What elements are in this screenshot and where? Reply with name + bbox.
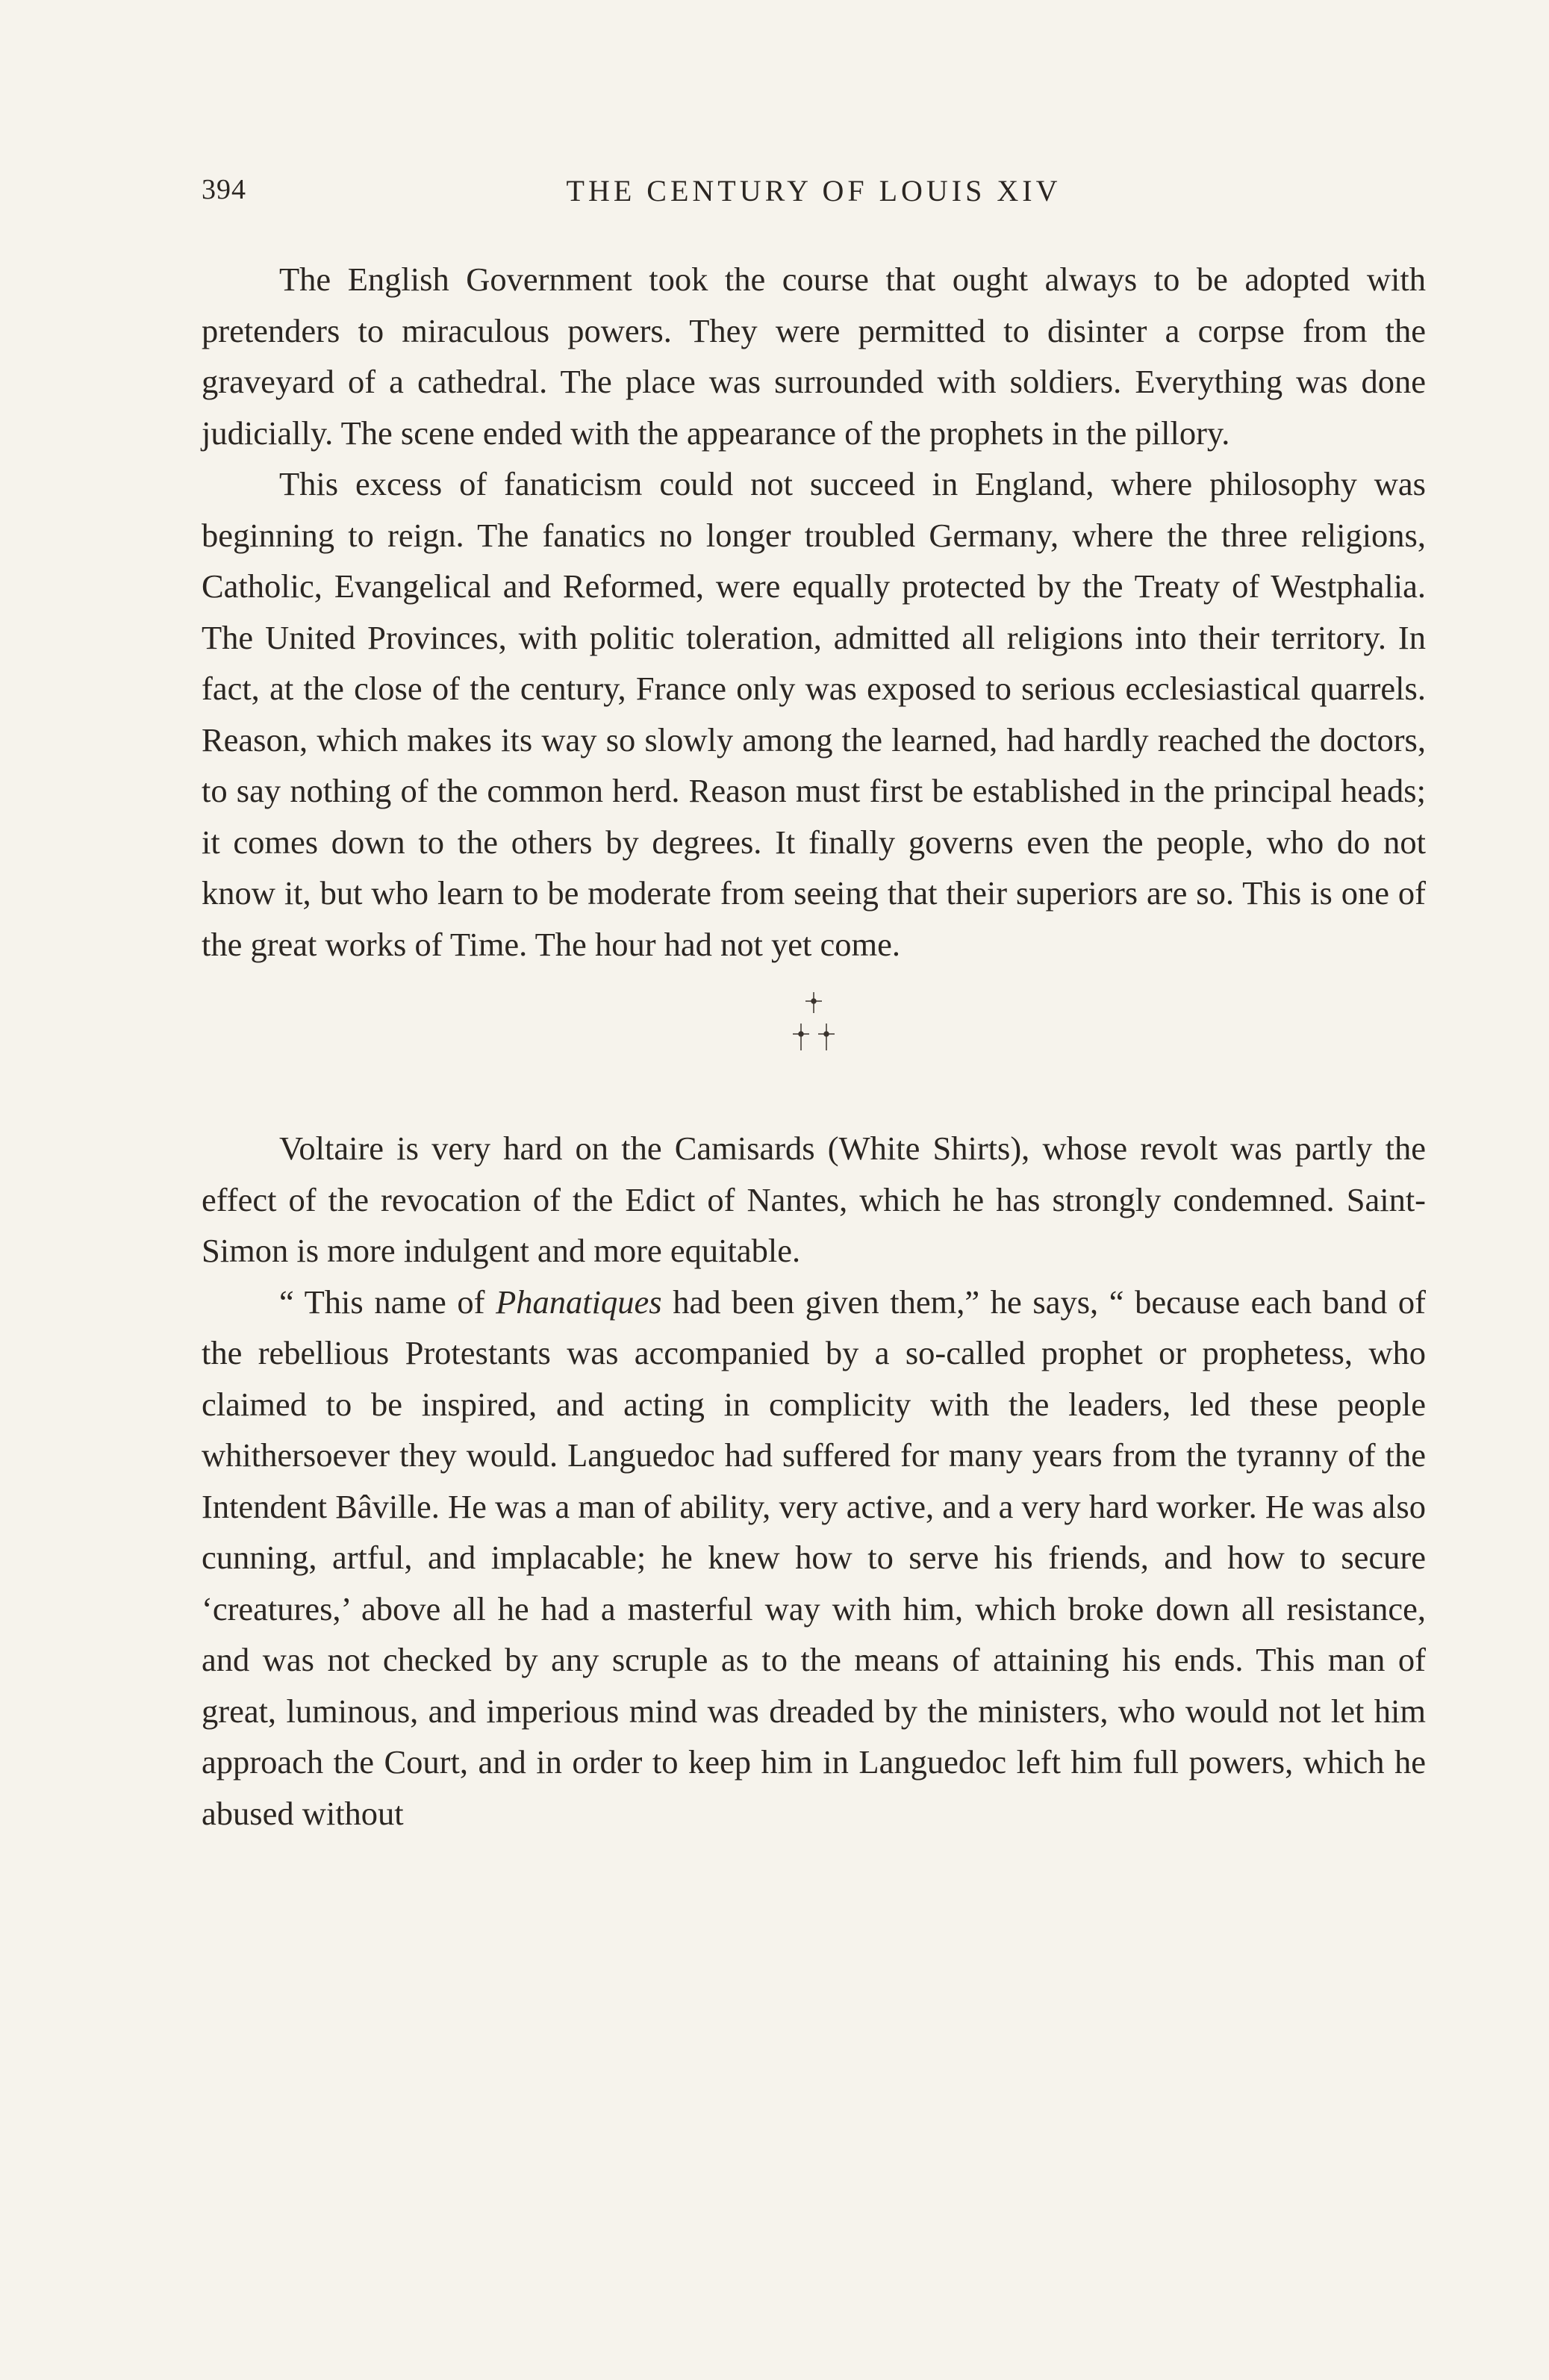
trefoil-ornament-icon — [788, 991, 840, 1053]
quote-paragraph — [202, 1277, 1426, 1839]
running-head: THE CENTURY OF LOUIS XIV — [566, 174, 1062, 208]
quote-text-rest: had been given them,” he says, “ because each band of the rebellious Protestants was accompanied by a so-called prophet or prophetess, who claimed to be inspired, and acting in complicity with the leaders, led these people whithersoever they would. Languedoc had suffered for many years from the tyranny of the Intendent Bâville. He was a man of ability, very active, and a very hard worker. He was also cunning, artful, and implacable; he knew how to serve his friends, and how to secure ‘creatures,’ above all he had a masterful way with him, which broke down all resistance, and was not checked by any scruple as to the means of attaining his ends. This man of great, luminous, and imperious mind was dreaded by the ministers, who would not let him approach the Court, and in order to keep him in Languedoc left him full powers, which he abused without — [202, 1283, 1426, 1832]
quote-text-start: “ This name of — [279, 1283, 496, 1321]
paragraph-1: The English Government took the course that ought always to be adopted with pretenders to miraculous powers. They were permitted to disinter a corpse from the graveyard of a cathedral. The place was surrounded with soldiers. Everything was done judicially. The scene ended with the appearance of the prophets in the pillory. — [202, 261, 1426, 452]
section-ornament — [202, 970, 1426, 1123]
quote-italic-term: Phanatiques — [496, 1283, 662, 1321]
paragraph-3: Voltaire is very hard on the Camisards (White Shirts), whose revolt was partly the effect of the revocation of the Edict of Nantes, which he has strongly condemned. Saint-Simon is more indulgent and more equitable. — [202, 1130, 1426, 1269]
page-header — [202, 173, 1426, 218]
page-number: 394 — [202, 174, 246, 205]
paragraph-2: This excess of fanaticism could not succeed in England, where philosophy was beginning to reign. The fanatics no longer troubled Germany, where the three religions, Catholic, Evangelical and Reformed, were equally protected by the Treaty of Westphalia. The United Provinces, with politic toleration, admitted all religions into their territory. In fact, at the close of the century, France only was exposed to serious ecclesiastical quarrels. Reason, which makes its way so slowly among the learned, had hardly reached the doctors, to say nothing of the common herd. Reason must first be established in the principal heads; it comes down to the others by degrees. It finally governs even the people, who do not know it, but who learn to be moderate from seeing that their superiors are so. This is one of the great works of Time. The hour had not yet come. — [202, 465, 1426, 963]
body-text — [202, 254, 1426, 1839]
